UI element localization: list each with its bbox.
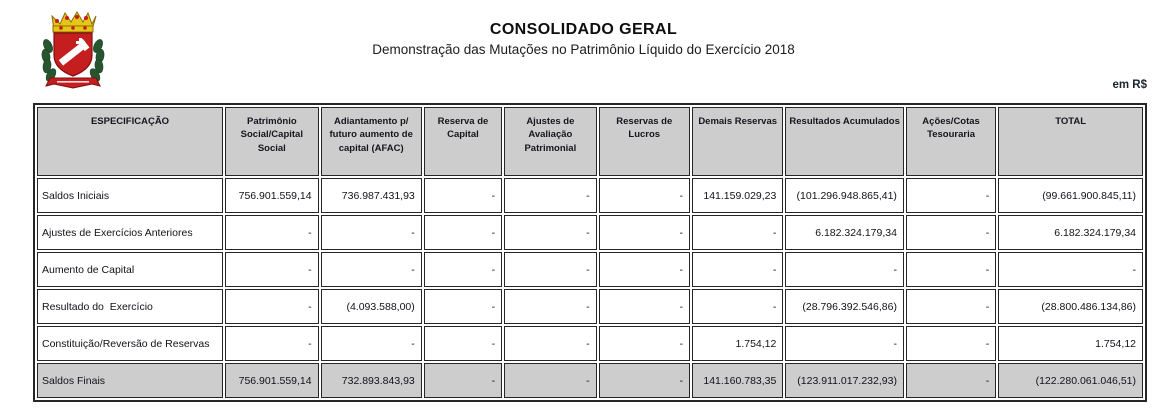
table-header-row: [37, 107, 1143, 176]
cell-value: -: [599, 252, 690, 287]
title-block: [0, 21, 1167, 57]
cell-value: -: [599, 289, 690, 324]
row-label: Ajustes de Exercícios Anteriores: [37, 215, 223, 250]
cell-value: -: [504, 289, 596, 324]
cell-value: -: [225, 289, 319, 324]
cell-value: -: [321, 215, 422, 250]
cell-value: -: [504, 215, 596, 250]
table-row-constituicao-reversao: [37, 326, 1143, 361]
cell-value: -: [906, 215, 996, 250]
cell-value: -: [906, 363, 996, 398]
cell-value: -: [906, 289, 996, 324]
cell-value: 736.987.431,93: [321, 178, 422, 213]
cell-value: (28.796.392.546,86): [785, 289, 904, 324]
cell-value: -: [906, 178, 996, 213]
cell-value: 141.160.783,35: [692, 363, 783, 398]
cell-value: -: [504, 363, 596, 398]
cell-value: -: [424, 363, 502, 398]
table-row-aumento-capital: [37, 252, 1143, 287]
cell-value: -: [225, 252, 319, 287]
row-label: Saldos Iniciais: [37, 178, 223, 213]
cell-value: -: [504, 178, 596, 213]
cell-value: -: [692, 289, 783, 324]
col-header-especificacao: ESPECIFICAÇÃO: [37, 107, 223, 176]
cell-value: -: [424, 289, 502, 324]
cell-value: (123.911.017.232,93): [785, 363, 904, 398]
row-label: Resultado do Exercício: [37, 289, 223, 324]
col-header-ajustes-avaliacao: Ajustes de Avaliação Patrimonial: [504, 107, 596, 176]
cell-value: -: [906, 326, 996, 361]
cell-value: (122.280.061.046,51): [998, 363, 1143, 398]
table-row-saldos-iniciais: [37, 178, 1143, 213]
page-title: CONSOLIDADO GERAL: [489, 21, 678, 38]
cell-value: -: [599, 215, 690, 250]
table-row-saldos-finais: [37, 363, 1143, 398]
cell-value: -: [225, 215, 319, 250]
col-header-demais-reservas: Demais Reservas: [692, 107, 783, 176]
cell-value: 756.901.559,14: [225, 178, 319, 213]
row-label: Saldos Finais: [37, 363, 223, 398]
cell-value: 1.754,12: [998, 326, 1143, 361]
cell-value: -: [692, 252, 783, 287]
cell-value: -: [599, 363, 690, 398]
col-header-reserva-capital: Reserva de Capital: [424, 107, 502, 176]
cell-value: -: [225, 326, 319, 361]
cell-value: (4.093.588,00): [321, 289, 422, 324]
row-label: Constituição/Reversão de Reservas: [37, 326, 223, 361]
cell-value: 732.893.843,93: [321, 363, 422, 398]
cell-value: -: [504, 252, 596, 287]
cell-value: (101.296.948.865,41): [785, 178, 904, 213]
cell-value: -: [321, 252, 422, 287]
cell-value: -: [424, 252, 502, 287]
cell-value: -: [998, 252, 1143, 287]
cell-value: -: [692, 215, 783, 250]
col-header-resultados-acumulados: Resultados Acumulados: [785, 107, 904, 176]
table-row-resultado-exercicio: [37, 289, 1143, 324]
currency-note: em R$: [1112, 79, 1147, 91]
cell-value: (99.661.900.845,11): [998, 178, 1143, 213]
cell-value: -: [321, 326, 422, 361]
col-header-patrimonio-social: Patrimônio Social/Capital Social: [225, 107, 319, 176]
cell-value: (28.800.486.134,86): [998, 289, 1143, 324]
page-subtitle: Demonstração das Mutações no Patrimônio Líquido do Exercício 2018: [372, 42, 795, 57]
cell-value: -: [424, 215, 502, 250]
cell-value: -: [504, 326, 596, 361]
cell-value: -: [906, 252, 996, 287]
table-row-ajustes-exercicios: [37, 215, 1143, 250]
cell-value: -: [785, 326, 904, 361]
cell-value: -: [599, 326, 690, 361]
cell-value: -: [424, 326, 502, 361]
cell-value: 756.901.559,14: [225, 363, 319, 398]
equity-mutations-table: [33, 103, 1147, 402]
cell-value: -: [424, 178, 502, 213]
cell-value: 141.159.029,23: [692, 178, 783, 213]
cell-value: -: [785, 252, 904, 287]
cell-value: 6.182.324.179,34: [998, 215, 1143, 250]
cell-value: 1.754,12: [692, 326, 783, 361]
col-header-reservas-lucros: Reservas de Lucros: [599, 107, 690, 176]
cell-value: 6.182.324.179,34: [785, 215, 904, 250]
cell-value: -: [599, 178, 690, 213]
col-header-total: TOTAL: [998, 107, 1143, 176]
col-header-afac: Adiantamento p/ futuro aumento de capital (AFAC): [321, 107, 422, 176]
row-label: Aumento de Capital: [37, 252, 223, 287]
col-header-acoes-cotas: Ações/Cotas Tesouraria: [906, 107, 996, 176]
